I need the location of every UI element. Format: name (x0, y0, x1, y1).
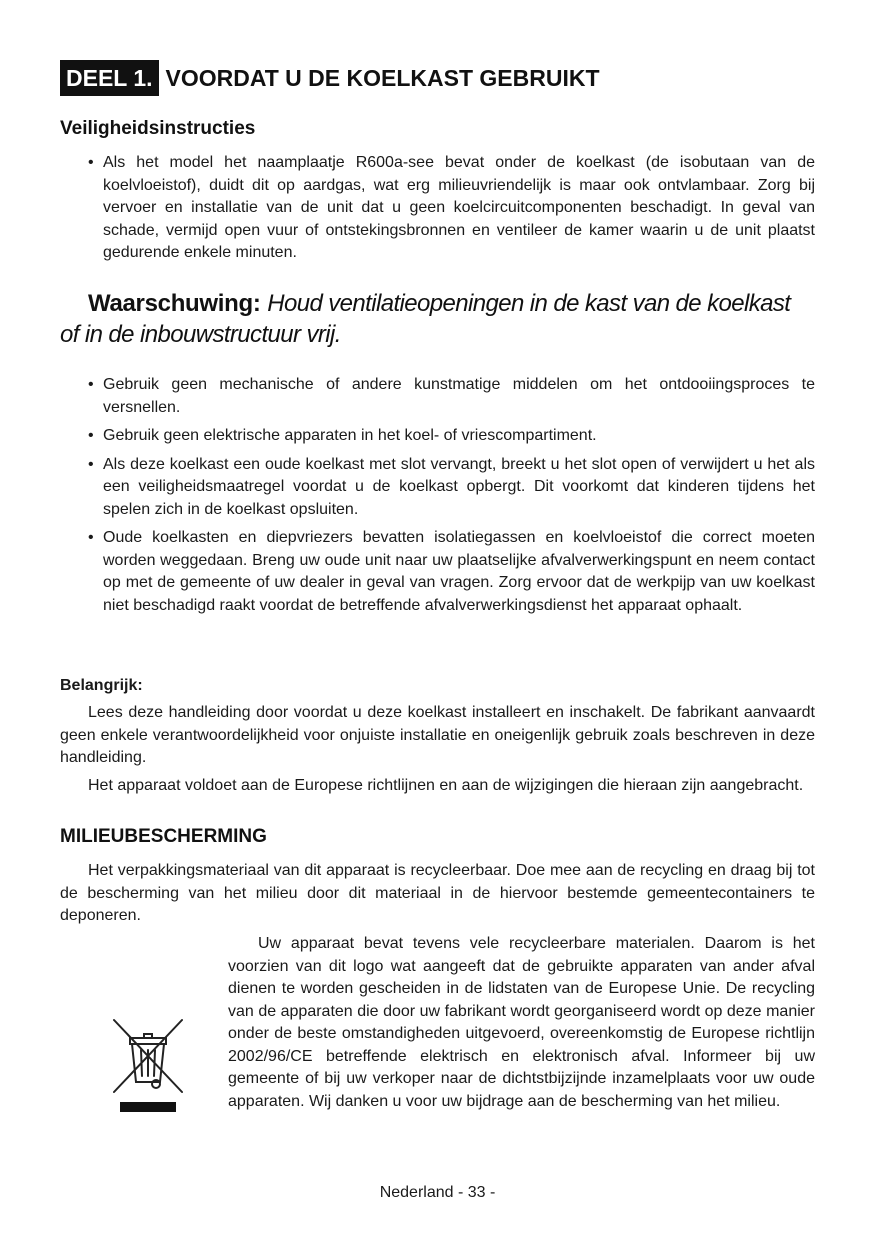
warning-label: Waarschuwing: (88, 290, 261, 317)
list-item: • Gebruik geen mechanische of andere kunstmatige middelen om het ontdooiingsproces te versnellen. (88, 374, 815, 419)
weee-bar (120, 1102, 176, 1112)
warning-text: Houd ventilatieopeningen in de kast van de koelkast of in de inbouwstructuur vrij. (60, 290, 791, 348)
weee-bin-icon (108, 1012, 188, 1116)
environment-heading: MILIEUBESCHERMING (60, 826, 267, 847)
important-label: Belangrijk: (60, 677, 143, 694)
weee-text: Uw apparaat bevat tevens vele recycleerbare materialen. Daarom is het voorzien van dit logo wat aangeeft dat de gebruikte apparaten van ander afval dienen te worden gescheiden in de lidstaten van de Europese Unie. De recycling van de apparaten die door uw fabrikant wordt georganiseerd wordt op deze manier onder de beste omstandigheden uitgevoerd, overeenkomstig de Europese richtlijn 2002/96/CE betreffende elektrisch en elektronisch afval. Informeer bij uw gemeente of bij uw verkoper naar de dichtstbijzijnde inzamelplaats voor uw oude apparaten. Wij danken u voor uw bijdrage aan de bescherming van het milieu. (228, 935, 815, 1110)
safety-item: • Als het model het naamplaatje R600a-see bevat onder de koelkast (de isobutaan van de koelvloeistof), duidt dit op aardgas, wat erg milieuvriendelijk is maar ook ontvlambaar. Zorg bij vervoer en installatie van de unit dat u geen koelcircuitcomponenten beschadigt. In geval van schade, vermijd open vuur of ontstekingsbronnen en ventileer de kamer waarin u de unit plaatst gedurende enkele minuten. (88, 152, 815, 265)
warning-block (60, 288, 815, 350)
environment-intro: Het verpakkingsmateriaal van dit apparaat is recycleerbaar. Doe mee aan de recycling en draag bij tot de bescherming van het milieu door dit materiaal in de hiervoor bestemde gemeentecontainers te deponeren. (60, 862, 815, 924)
section-header (60, 60, 600, 96)
section-title: VOORDAT U DE KOELKAST GEBRUIKT (165, 65, 600, 91)
important-paragraph: Lees deze handleiding door voordat u deze koelkast installeert en inschakelt. De fabrikant aanvaardt geen enkele verantwoordelijkheid voor onjuiste installatie en oneigenlijk gebruik zoals beschreven in deze handleiding. (60, 704, 815, 766)
warning-list (88, 374, 815, 623)
page-footer: Nederland - 33 - (379, 1184, 496, 1201)
list-item: • Oude koelkasten en diepvriezers bevatten isolatiegassen en koelvloeistof die correct moeten worden weggedaan. Breng uw oude unit naar uw plaatselijke afvalverwerkingspunt en neem contact op met de gemeente of uw dealer in geval van vragen. Zorg ervoor dat de werkpijp van uw koelkast niet beschadigd raakt voordat de betreffende afvalverwerkingsdienst het apparaat ophaalt. (88, 527, 815, 617)
safety-heading: Veiligheidsinstructies (60, 118, 256, 139)
list-item: • Gebruik geen elektrische apparaten in het koel- of vriescompartiment. (88, 425, 815, 448)
important-paragraph: Het apparaat voldoet aan de Europese richtlijnen en aan de wijzigingen die hieraan zijn aangebracht. (88, 777, 804, 794)
list-item: • Als deze koelkast een oude koelkast met slot vervangt, breekt u het slot open of verwijdert u het als een veiligheidsmaatregel voordat u de koelkast opbergt. Dit voorkomt dat kinderen tijdens het spelen zich in de koelkast opsluiten. (88, 454, 815, 522)
safety-list (88, 152, 815, 265)
section-badge: DEEL 1. (60, 60, 159, 96)
